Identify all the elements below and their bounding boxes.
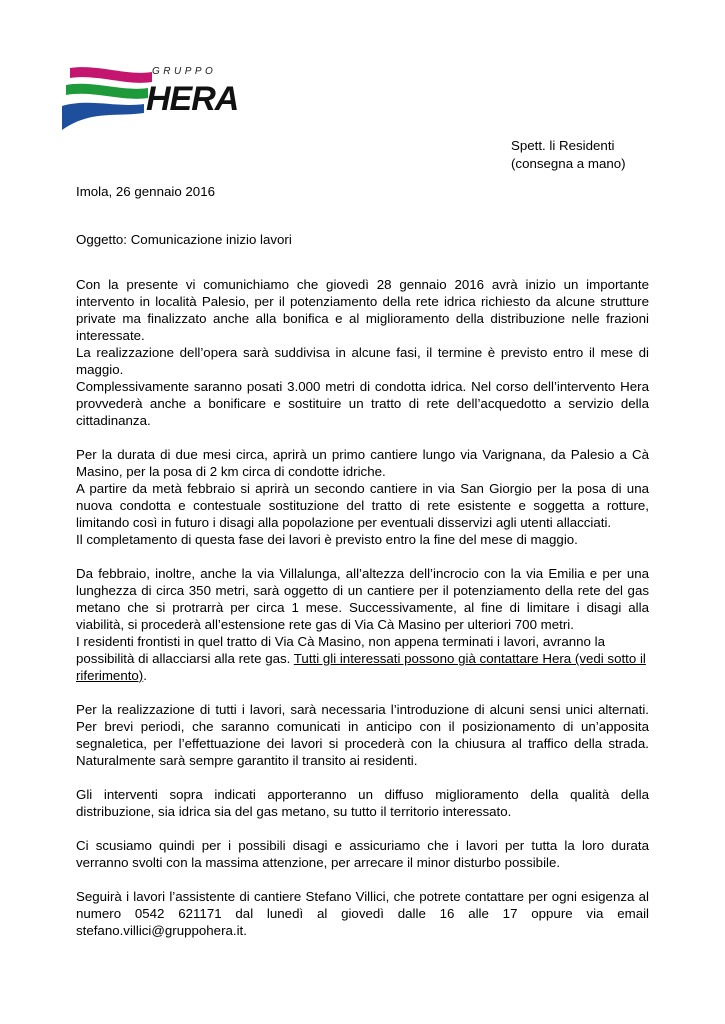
paragraph: Ci scusiamo quindi per i possibili disagi e assicuriamo che i lavori per tutta la loro durata verranno svolti con la massima attenzione, per arrecare il minor disturbo possibile. bbox=[76, 838, 649, 870]
paragraph: Per la durata di due mesi circa, aprirà un primo cantiere lungo via Varignana, da Palesio a Cà Masino, per la posa di 2 km circa di condotte idriche. bbox=[76, 447, 649, 479]
paragraph: Gli interventi sopra indicati apporteranno un diffuso miglioramento della qualità della distribuzione, sia idrica sia del gas metano, su tutto il territorio interessato. bbox=[76, 787, 649, 819]
logo-magenta-wave bbox=[70, 67, 152, 83]
paragraph-text: I residenti frontisti in quel tratto di Via Cà Masino, non appena terminati i lavori, avranno la possibilità di allacciarsi alla rete gas. bbox=[76, 634, 605, 666]
paragraph: Il completamento di questa fase dei lavori è previsto entro la fine del mese di maggio. bbox=[76, 532, 578, 547]
paragraph: Per la realizzazione di tutti i lavori, sarà necessaria l’introduzione di alcuni sensi unici alternati. Per brevi periodi, che saranno comunicati in anticipo con il posizionamento di un’apposita segnaletica, per l’effettuazione dei lavori si procederà con la chiusura al traffico della strada. Naturalmente sarà sempre garantito il transito ai residenti. bbox=[76, 702, 649, 768]
paragraph: La realizzazione dell’opera sarà suddivisa in alcune fasi, il termine è previsto entro il mese di maggio. bbox=[76, 345, 649, 377]
paragraph: Da febbraio, inoltre, anche la via Villalunga, all’altezza dell’incrocio con la via Emilia e per una lunghezza di circa 350 metri, sarà oggetto di un cantiere per il potenziamento della rete del gas metano che si protrarrà per circa 1 mese. Successivamente, al fine di limitare i disagi alla viabilità, si procederà all’estensione rete gas di Via Cà Masino per ulteriori 700 metri. bbox=[76, 566, 649, 632]
letter-body bbox=[76, 276, 649, 939]
logo-text-hera: HERA bbox=[146, 80, 239, 118]
letter-date: Imola, 26 gennaio 2016 bbox=[76, 184, 215, 199]
paragraph bbox=[76, 633, 649, 684]
logo-text-gruppo: GRUPPO bbox=[152, 66, 217, 77]
addressee-line-1: Spett. li Residenti bbox=[511, 138, 615, 153]
paragraph: Con la presente vi comunichiamo che giovedì 28 gennaio 2016 avrà inizio un importante intervento in località Palesio, per il potenziamento della rete idrica richiesto da alcune strutture private ma finalizzato anche alla bonifica e al miglioramento della distribuzione nelle frazioni interessate. bbox=[76, 277, 649, 343]
paragraph-text: . bbox=[143, 668, 147, 683]
paragraph: A partire da metà febbraio si aprirà un secondo cantiere in via San Giorgio per la posa di una nuova condotta e contestuale sostituzione del tratto di rete esistente e soggetta a rotture, limitando così in futuro i disagi alla popolazione per eventuali disservizi agli utenti allacciati. bbox=[76, 481, 649, 530]
paragraph: Seguirà i lavori l’assistente di cantiere Stefano Villici, che potrete contattare per ogni esigenza al numero 0542 621171 dal lunedì al giovedì dalle 16 alle 17 oppure via email stefano.villici@gruppohera.it. bbox=[76, 889, 649, 938]
letter-subject: Oggetto: Comunicazione inizio lavori bbox=[76, 232, 292, 247]
contact-hera-note: Tutti gli interessati possono già contattare Hera (vedi sotto il riferimento) bbox=[76, 651, 646, 683]
addressee-block bbox=[511, 137, 626, 173]
logo-green-wave bbox=[66, 84, 148, 99]
paragraph: Complessivamente saranno posati 3.000 metri di condotta idrica. Nel corso dell’intervento Hera provvederà anche a bonificare e sostituire un tratto di rete dell’acquedotto a servizio della cittadinanza. bbox=[76, 379, 649, 428]
addressee-line-2: (consegna a mano) bbox=[511, 156, 626, 171]
logo-blue-wave bbox=[62, 103, 144, 130]
